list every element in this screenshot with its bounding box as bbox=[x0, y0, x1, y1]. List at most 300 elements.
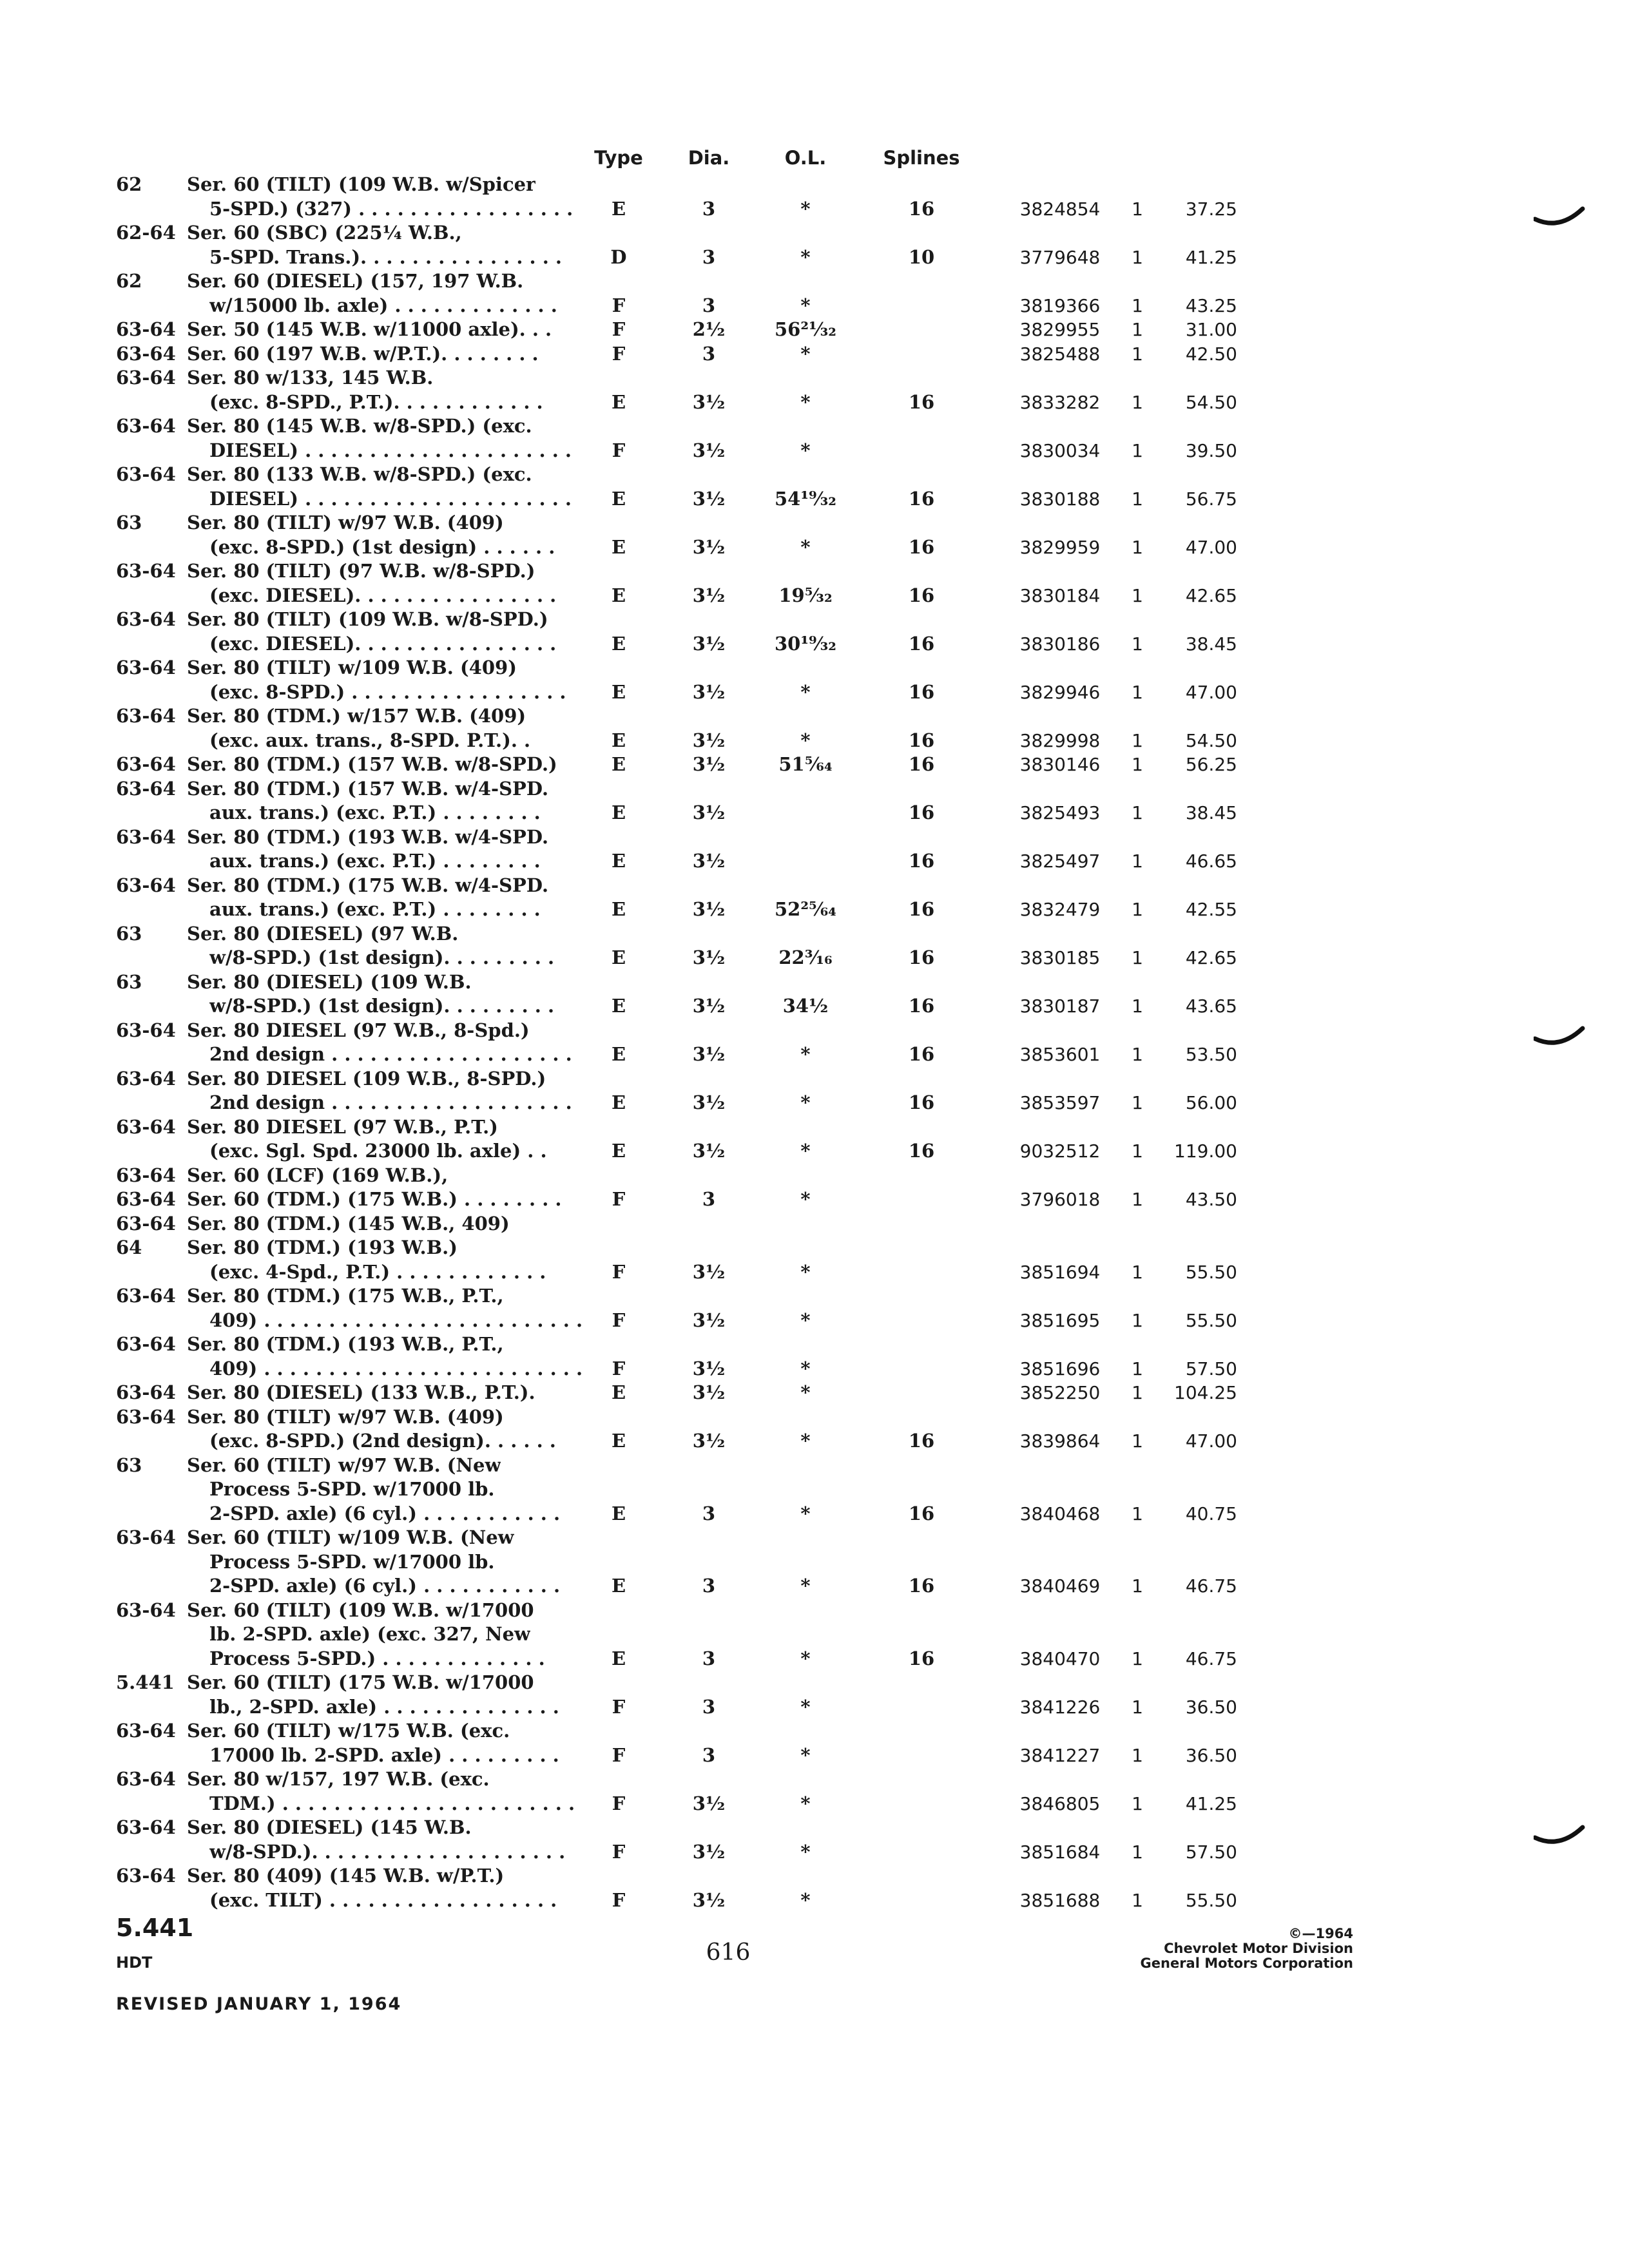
row-line bbox=[0, 1212, 1629, 1236]
application-description: Ser. 60 (TILT) w/175 W.B. (exc. bbox=[187, 1720, 510, 1742]
cell-ol: 30¹⁹⁄₃₂ bbox=[774, 632, 836, 655]
cell-dia: 3½ bbox=[692, 995, 726, 1017]
cell-ol: * bbox=[800, 342, 811, 365]
application-description: Process 5-SPD. w/17000 lb. bbox=[209, 1478, 495, 1500]
row-line bbox=[0, 559, 1629, 584]
header-type: Type bbox=[594, 147, 643, 169]
application-description: Ser. 50 (145 W.B. w/11000 axle). . . bbox=[187, 318, 552, 340]
row-values bbox=[0, 849, 1629, 874]
cell-splines: 16 bbox=[908, 680, 935, 703]
cell-splines: 16 bbox=[908, 1140, 935, 1162]
model-year: 63-64 bbox=[116, 1526, 176, 1548]
table-row bbox=[0, 1067, 1629, 1115]
cell-type: F bbox=[612, 439, 626, 461]
cell-dia: 3½ bbox=[692, 850, 726, 872]
cell-ol: 54¹⁹⁄₃₂ bbox=[774, 487, 836, 510]
cell-part: 3830034 bbox=[1019, 439, 1101, 461]
cell-price: 46.75 bbox=[1185, 1648, 1237, 1669]
row-line bbox=[0, 1744, 1629, 1768]
cell-qty: 1 bbox=[1132, 198, 1143, 220]
table-row bbox=[0, 970, 1629, 1019]
row-line bbox=[0, 1429, 1629, 1454]
cell-type: E bbox=[611, 1043, 626, 1065]
application-description: w/8-SPD.) (1st design). . . . . . . . . bbox=[209, 947, 555, 968]
application-description: Ser. 80 (TILT) w/97 W.B. (409) bbox=[187, 1405, 504, 1428]
cell-part: 9032512 bbox=[1019, 1140, 1101, 1162]
cell-dia: 3½ bbox=[692, 1309, 726, 1331]
cell-type: F bbox=[612, 1188, 626, 1210]
row-line bbox=[0, 753, 1629, 777]
model-year: 63-64 bbox=[116, 1067, 176, 1090]
model-year: 63-64 bbox=[116, 415, 176, 437]
cell-ol: 22³⁄₁₆ bbox=[778, 947, 833, 968]
cell-part: 3851684 bbox=[1019, 1841, 1101, 1863]
cell-ol: 52²⁵⁄₆₄ bbox=[774, 898, 836, 920]
application-description: Ser. 60 (TILT) (109 W.B. w/Spicer bbox=[187, 173, 536, 195]
model-year: 62 bbox=[116, 270, 142, 292]
table-row bbox=[0, 1454, 1629, 1526]
model-year: 63-64 bbox=[116, 1865, 176, 1887]
cell-ol: 51⁵⁄₆₄ bbox=[778, 753, 833, 775]
cell-type: E bbox=[611, 680, 626, 703]
application-description: (exc. 8-SPD., P.T.). . . . . . . . . . . . bbox=[209, 390, 543, 413]
model-year: 63-64 bbox=[116, 1285, 176, 1307]
cell-qty: 1 bbox=[1132, 1358, 1143, 1379]
row-line bbox=[0, 511, 1629, 535]
cell-ol: * bbox=[800, 1430, 811, 1452]
row-values bbox=[0, 342, 1629, 367]
application-description: Process 5-SPD.) . . . . . . . . . . . . . bbox=[209, 1647, 545, 1669]
row-values bbox=[0, 197, 1629, 222]
cell-ol: * bbox=[800, 1309, 811, 1331]
row-values bbox=[0, 680, 1629, 705]
model-year: 63-64 bbox=[116, 753, 176, 775]
cell-ol: 19⁵⁄₃₂ bbox=[778, 584, 833, 606]
cell-qty: 1 bbox=[1132, 947, 1143, 968]
cell-ol: * bbox=[800, 729, 811, 751]
table-row bbox=[0, 1671, 1629, 1719]
row-line bbox=[0, 1574, 1629, 1599]
parts-table bbox=[0, 173, 1629, 1912]
cell-part: 3830185 bbox=[1019, 947, 1101, 968]
cell-price: 47.00 bbox=[1185, 681, 1237, 703]
row-line bbox=[0, 849, 1629, 874]
cell-price: 56.75 bbox=[1185, 488, 1237, 510]
row-line bbox=[0, 1622, 1629, 1647]
cell-type: E bbox=[611, 197, 626, 220]
application-description: 2-SPD. axle) (6 cyl.) . . . . . . . . . . . bbox=[209, 1575, 561, 1597]
model-year: 63-64 bbox=[116, 705, 176, 727]
cell-part: 3796018 bbox=[1019, 1189, 1101, 1210]
application-description: Ser. 80 (TDM.) (193 W.B., P.T., bbox=[187, 1333, 504, 1355]
section-code: HDT bbox=[116, 1954, 153, 1972]
model-year: 63-64 bbox=[116, 367, 176, 389]
application-description: 409) . . . . . . . . . . . . . . . . . . . . . . . . . bbox=[209, 1309, 583, 1331]
application-description: DIESEL) . . . . . . . . . . . . . . . . . . . . . bbox=[209, 487, 572, 510]
cell-dia: 3 bbox=[702, 1695, 716, 1718]
row-line bbox=[0, 1187, 1629, 1212]
cell-dia: 3½ bbox=[692, 487, 726, 510]
cell-qty: 1 bbox=[1132, 802, 1143, 823]
cell-part: 3829998 bbox=[1019, 729, 1101, 751]
table-row bbox=[0, 1599, 1629, 1671]
application-description: 2-SPD. axle) (6 cyl.) . . . . . . . . . . . bbox=[209, 1502, 561, 1524]
cell-qty: 1 bbox=[1132, 1261, 1143, 1283]
cell-type: E bbox=[611, 535, 626, 558]
row-line bbox=[0, 1236, 1629, 1260]
header-dia: Dia. bbox=[688, 147, 730, 169]
model-year: 63-64 bbox=[116, 1381, 176, 1403]
cell-splines: 16 bbox=[908, 390, 935, 413]
row-line bbox=[0, 898, 1629, 922]
row-values bbox=[0, 1139, 1629, 1164]
cell-price: 43.25 bbox=[1185, 294, 1237, 316]
application-description: lb. 2-SPD. axle) (exc. 327, New bbox=[209, 1623, 531, 1645]
application-description: lb., 2-SPD. axle) . . . . . . . . . . . . . . bbox=[209, 1695, 559, 1718]
cell-splines: 16 bbox=[908, 1502, 935, 1524]
cell-price: 55.50 bbox=[1185, 1889, 1237, 1911]
cell-part: 3832479 bbox=[1019, 899, 1101, 920]
cell-dia: 3 bbox=[702, 245, 716, 268]
cell-splines: 16 bbox=[908, 1043, 935, 1065]
row-values bbox=[0, 1840, 1629, 1865]
section-number: 5.441 bbox=[116, 1914, 194, 1942]
table-row bbox=[0, 753, 1629, 777]
cell-qty: 1 bbox=[1132, 1503, 1143, 1524]
cell-price: 119.00 bbox=[1174, 1140, 1237, 1162]
cell-ol: * bbox=[800, 1888, 811, 1911]
application-description: Ser. 60 (TILT) (175 W.B. w/17000 bbox=[187, 1671, 534, 1693]
application-description: Ser. 60 (TILT) (109 W.B. w/17000 bbox=[187, 1599, 534, 1621]
row-line bbox=[0, 801, 1629, 825]
row-values bbox=[0, 1187, 1629, 1212]
application-description: Ser. 80 (TDM.) (157 W.B. w/4-SPD. bbox=[187, 777, 549, 800]
table-row bbox=[0, 1187, 1629, 1212]
row-line bbox=[0, 463, 1629, 487]
cell-price: 56.25 bbox=[1185, 754, 1237, 775]
row-values bbox=[0, 1309, 1629, 1333]
cell-dia: 3 bbox=[702, 294, 716, 316]
row-values bbox=[0, 1043, 1629, 1067]
application-description: Ser. 80 (TDM.) (193 W.B. w/4-SPD. bbox=[187, 825, 549, 848]
application-description: 5-SPD.) (327) . . . . . . . . . . . . . . . . . bbox=[209, 197, 574, 220]
cell-part: 3825488 bbox=[1019, 343, 1101, 365]
row-line bbox=[0, 535, 1629, 560]
cell-ol: * bbox=[800, 1502, 811, 1524]
row-line bbox=[0, 1550, 1629, 1575]
copyright-year: ©—1964 bbox=[1288, 1926, 1353, 1941]
cell-qty: 1 bbox=[1132, 1430, 1143, 1452]
cell-dia: 3 bbox=[702, 1575, 716, 1597]
table-row bbox=[0, 463, 1629, 511]
cell-ol: * bbox=[800, 197, 811, 220]
cell-part: 3851688 bbox=[1019, 1889, 1101, 1911]
row-line bbox=[0, 1477, 1629, 1502]
application-description: (exc. Sgl. Spd. 23000 lb. axle) . . bbox=[209, 1140, 547, 1162]
cell-ol: * bbox=[800, 1647, 811, 1669]
application-description: Process 5-SPD. w/17000 lb. bbox=[209, 1550, 495, 1573]
binder-hole-mark bbox=[1534, 1024, 1585, 1050]
cell-ol: * bbox=[800, 390, 811, 413]
copyright-corporation: General Motors Corporation bbox=[1140, 1956, 1353, 1971]
copyright-division: Chevrolet Motor Division bbox=[1164, 1941, 1353, 1956]
row-values bbox=[0, 1502, 1629, 1526]
application-description: w/8-SPD.). . . . . . . . . . . . . . . . . . . . bbox=[209, 1840, 566, 1863]
row-line bbox=[0, 1139, 1629, 1164]
model-year: 63-64 bbox=[116, 825, 176, 848]
cell-type: E bbox=[611, 898, 626, 920]
table-row bbox=[0, 1864, 1629, 1912]
cell-qty: 1 bbox=[1132, 633, 1143, 655]
cell-splines: 16 bbox=[908, 850, 935, 872]
cell-part: 3851695 bbox=[1019, 1309, 1101, 1331]
application-description: Ser. 80 (TILT) w/97 W.B. (409) bbox=[187, 512, 504, 533]
row-line bbox=[0, 1284, 1629, 1309]
row-values bbox=[0, 946, 1629, 970]
cell-type: E bbox=[611, 1140, 626, 1162]
application-description: Ser. 60 (TDM.) (175 W.B.) . . . . . . . . bbox=[187, 1188, 562, 1210]
row-line bbox=[0, 1526, 1629, 1550]
row-line bbox=[0, 608, 1629, 632]
cell-ol: * bbox=[800, 1260, 811, 1283]
application-description: Ser. 80 (145 W.B. w/8-SPD.) (exc. bbox=[187, 415, 532, 437]
row-line bbox=[0, 1067, 1629, 1091]
cell-qty: 1 bbox=[1132, 343, 1143, 365]
application-description: Ser. 80 (DIESEL) (97 W.B. bbox=[187, 922, 459, 945]
cell-dia: 3½ bbox=[692, 729, 726, 751]
cell-qty: 1 bbox=[1132, 584, 1143, 606]
cell-type: E bbox=[611, 1091, 626, 1113]
cell-price: 43.65 bbox=[1185, 995, 1237, 1017]
model-year: 63-64 bbox=[116, 1188, 176, 1210]
application-description: (exc. TILT) . . . . . . . . . . . . . . . . . . bbox=[209, 1888, 557, 1911]
cell-part: 3819366 bbox=[1019, 294, 1101, 316]
table-row bbox=[0, 173, 1629, 221]
cell-price: 47.00 bbox=[1185, 1430, 1237, 1452]
cell-splines: 16 bbox=[908, 729, 935, 751]
cell-qty: 1 bbox=[1132, 488, 1143, 510]
application-description: w/15000 lb. axle) . . . . . . . . . . . . . bbox=[209, 294, 557, 316]
application-description: Ser. 80 (TDM.) (175 W.B., P.T., bbox=[187, 1285, 504, 1307]
cell-ol: * bbox=[800, 1792, 811, 1814]
cell-splines: 16 bbox=[908, 947, 935, 968]
cell-qty: 1 bbox=[1132, 294, 1143, 316]
cell-dia: 3½ bbox=[692, 680, 726, 703]
row-line bbox=[0, 584, 1629, 608]
cell-part: 3840469 bbox=[1019, 1575, 1101, 1597]
cell-ol: * bbox=[800, 439, 811, 461]
cell-type: E bbox=[611, 802, 626, 823]
cell-price: 57.50 bbox=[1185, 1358, 1237, 1379]
cell-ol: * bbox=[800, 1043, 811, 1065]
cell-ol: * bbox=[800, 1140, 811, 1162]
row-line bbox=[0, 342, 1629, 367]
cell-price: 47.00 bbox=[1185, 536, 1237, 558]
row-values bbox=[0, 1357, 1629, 1381]
application-description: Ser. 80 (DIESEL) (109 W.B. bbox=[187, 970, 472, 993]
cell-type: E bbox=[611, 995, 626, 1017]
application-description: Ser. 80 (409) (145 W.B. w/P.T.) bbox=[187, 1865, 505, 1887]
cell-qty: 1 bbox=[1132, 536, 1143, 558]
cell-price: 104.25 bbox=[1174, 1382, 1237, 1403]
cell-dia: 3 bbox=[702, 1647, 716, 1669]
row-line bbox=[0, 1647, 1629, 1671]
row-line bbox=[0, 1091, 1629, 1115]
application-description: Ser. 80 DIESEL (97 W.B., P.T.) bbox=[187, 1115, 498, 1138]
application-description: Ser. 80 (TDM.) w/157 W.B. (409) bbox=[187, 705, 526, 727]
row-line bbox=[0, 994, 1629, 1019]
cell-type: E bbox=[611, 390, 626, 413]
cell-qty: 1 bbox=[1132, 1309, 1143, 1331]
cell-part: 3853597 bbox=[1019, 1092, 1101, 1113]
application-description: 2nd design . . . . . . . . . . . . . . . . . . . bbox=[209, 1043, 572, 1065]
cell-dia: 3 bbox=[702, 197, 716, 220]
cell-part: 3833282 bbox=[1019, 391, 1101, 413]
table-row bbox=[0, 1019, 1629, 1067]
cell-qty: 1 bbox=[1132, 1841, 1143, 1863]
cell-price: 37.25 bbox=[1185, 198, 1237, 220]
model-year: 63-64 bbox=[116, 608, 176, 630]
table-row bbox=[0, 221, 1629, 269]
row-values bbox=[0, 1212, 1629, 1236]
cell-qty: 1 bbox=[1132, 899, 1143, 920]
cell-price: 40.75 bbox=[1185, 1503, 1237, 1524]
cell-qty: 1 bbox=[1132, 246, 1143, 268]
cell-ol: * bbox=[800, 1091, 811, 1113]
row-values bbox=[0, 729, 1629, 753]
application-description: Ser. 80 (TDM.) (157 W.B. w/8-SPD.) bbox=[187, 753, 557, 775]
application-description: 17000 lb. 2-SPD. axle) . . . . . . . . . bbox=[209, 1744, 559, 1766]
model-year: 63-64 bbox=[116, 1720, 176, 1742]
table-row bbox=[0, 366, 1629, 414]
cell-price: 46.75 bbox=[1185, 1575, 1237, 1597]
cell-ol: * bbox=[800, 1381, 811, 1403]
cell-type: F bbox=[612, 1260, 626, 1283]
cell-price: 41.25 bbox=[1185, 246, 1237, 268]
cell-price: 43.50 bbox=[1185, 1189, 1237, 1210]
application-description: Ser. 80 (TILT) (109 W.B. w/8-SPD.) bbox=[187, 608, 548, 630]
cell-qty: 1 bbox=[1132, 1889, 1143, 1911]
cell-type: F bbox=[612, 1840, 626, 1863]
cell-qty: 1 bbox=[1132, 1648, 1143, 1669]
model-year: 63-64 bbox=[116, 1816, 176, 1838]
model-year: 64 bbox=[116, 1236, 142, 1258]
table-row bbox=[0, 825, 1629, 874]
cell-splines: 16 bbox=[908, 753, 935, 775]
row-line bbox=[0, 632, 1629, 657]
application-description: aux. trans.) (exc. P.T.) . . . . . . . . bbox=[209, 850, 541, 872]
row-line bbox=[0, 173, 1629, 197]
cell-dia: 3½ bbox=[692, 584, 726, 606]
cell-qty: 1 bbox=[1132, 391, 1143, 413]
binder-hole-mark bbox=[1534, 205, 1585, 231]
model-year: 63-64 bbox=[116, 463, 176, 485]
cell-type: F bbox=[612, 342, 626, 365]
table-row bbox=[0, 1236, 1629, 1284]
application-description: (exc. 8-SPD.) (1st design) . . . . . . bbox=[209, 535, 555, 558]
row-line bbox=[0, 1357, 1629, 1381]
cell-type: E bbox=[611, 1430, 626, 1452]
table-row bbox=[0, 656, 1629, 704]
row-line bbox=[0, 922, 1629, 947]
application-description: Ser. 60 (SBC) (225¼ W.B., bbox=[187, 222, 462, 244]
application-description: 5-SPD. Trans.). . . . . . . . . . . . . . . . bbox=[209, 245, 563, 268]
row-values bbox=[0, 535, 1629, 560]
cell-type: E bbox=[611, 1575, 626, 1597]
table-row bbox=[0, 559, 1629, 608]
row-values bbox=[0, 632, 1629, 657]
application-description: Ser. 60 (DIESEL) (157, 197 W.B. bbox=[187, 270, 524, 292]
cell-qty: 1 bbox=[1132, 439, 1143, 461]
row-line bbox=[0, 1405, 1629, 1430]
cell-dia: 3½ bbox=[692, 1260, 726, 1283]
cell-type: D bbox=[610, 245, 627, 268]
copyright-block bbox=[1095, 1927, 1353, 1971]
row-line bbox=[0, 439, 1629, 463]
row-line bbox=[0, 390, 1629, 415]
row-line bbox=[0, 1043, 1629, 1067]
row-values bbox=[0, 1695, 1629, 1720]
cell-qty: 1 bbox=[1132, 681, 1143, 703]
row-line bbox=[0, 946, 1629, 970]
row-values bbox=[0, 318, 1629, 342]
cell-dia: 3 bbox=[702, 342, 716, 365]
application-description: (exc. 8-SPD.) . . . . . . . . . . . . . . . . . bbox=[209, 680, 566, 703]
model-year: 62 bbox=[116, 173, 142, 195]
row-values bbox=[0, 390, 1629, 415]
model-year: 63-64 bbox=[116, 1333, 176, 1355]
cell-type: E bbox=[611, 1647, 626, 1669]
cell-type: F bbox=[612, 1309, 626, 1331]
cell-price: 54.50 bbox=[1185, 729, 1237, 751]
row-values bbox=[0, 801, 1629, 825]
cell-dia: 3½ bbox=[692, 1357, 726, 1379]
row-line bbox=[0, 1695, 1629, 1720]
row-values bbox=[0, 753, 1629, 777]
cell-dia: 3½ bbox=[692, 535, 726, 558]
cell-price: 42.55 bbox=[1185, 899, 1237, 920]
row-line bbox=[0, 970, 1629, 995]
cell-type: E bbox=[611, 729, 626, 751]
cell-price: 46.65 bbox=[1185, 850, 1237, 872]
application-description: Ser. 80 (TDM.) (175 W.B. w/4-SPD. bbox=[187, 874, 549, 896]
cell-part: 3779648 bbox=[1019, 246, 1101, 268]
application-description: aux. trans.) (exc. P.T.) . . . . . . . . bbox=[209, 802, 541, 823]
cell-dia: 3½ bbox=[692, 390, 726, 413]
cell-part: 3851694 bbox=[1019, 1261, 1101, 1283]
row-line bbox=[0, 704, 1629, 729]
row-values bbox=[0, 245, 1629, 270]
table-row bbox=[0, 1719, 1629, 1767]
row-line bbox=[0, 487, 1629, 512]
table-row bbox=[0, 414, 1629, 463]
cell-qty: 1 bbox=[1132, 1189, 1143, 1210]
model-year: 63-64 bbox=[116, 1019, 176, 1041]
row-line bbox=[0, 1719, 1629, 1744]
binder-hole-mark bbox=[1534, 1823, 1585, 1849]
row-line bbox=[0, 318, 1629, 342]
application-description: DIESEL) . . . . . . . . . . . . . . . . . . . . . bbox=[209, 439, 572, 461]
cell-dia: 3½ bbox=[692, 439, 726, 461]
row-line bbox=[0, 777, 1629, 802]
cell-part: 3825497 bbox=[1019, 850, 1101, 872]
application-description: Ser. 60 (TILT) w/97 W.B. (New bbox=[187, 1454, 501, 1476]
cell-splines: 16 bbox=[908, 802, 935, 823]
cell-dia: 3½ bbox=[692, 947, 726, 968]
cell-ol: * bbox=[800, 245, 811, 268]
cell-type: E bbox=[611, 1502, 626, 1524]
row-values bbox=[0, 487, 1629, 512]
